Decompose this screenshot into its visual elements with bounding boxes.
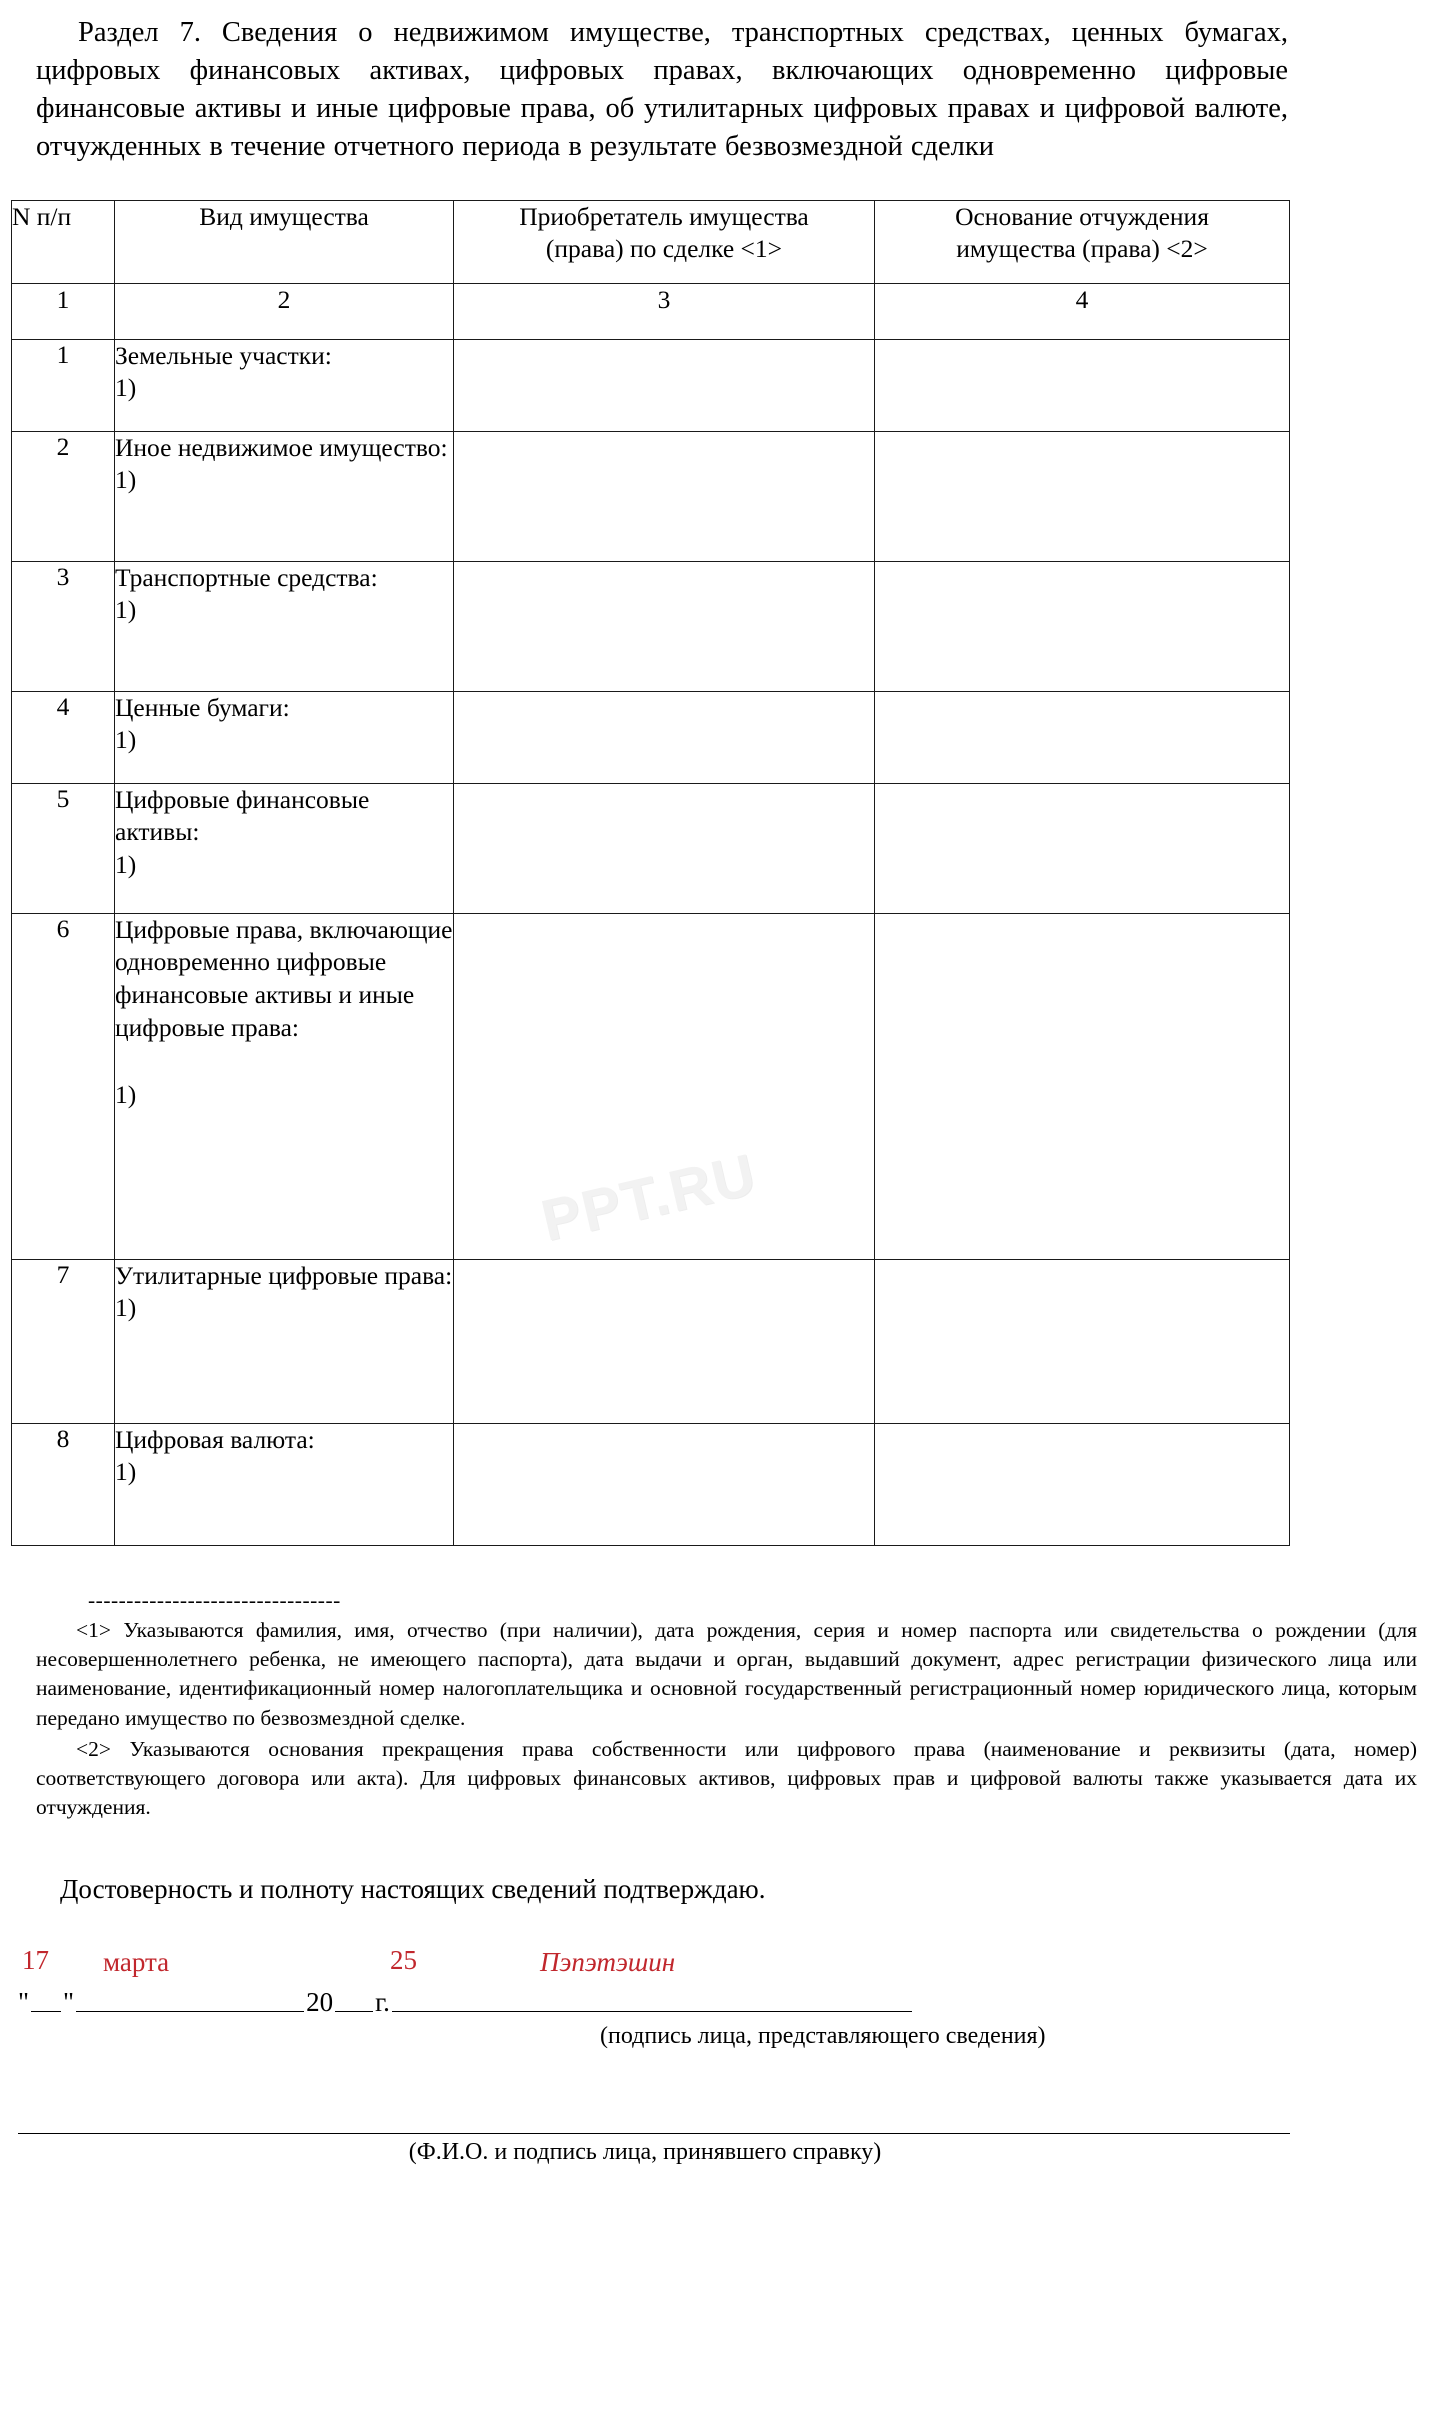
- footnote-separator: ---------------------------------: [88, 1587, 341, 1612]
- row-number: 2: [12, 431, 115, 561]
- column-number-3: 3: [454, 283, 875, 339]
- signature-blank[interactable]: [392, 2011, 912, 2012]
- row-kind-label: Земельные участки:: [115, 340, 332, 370]
- row-entry-marker: 1): [115, 725, 137, 755]
- row-basis-cell[interactable]: [875, 1423, 1290, 1545]
- row-kind-label: Цифровые права, включающие одновременно цифровые финансовые активы и иные цифровые права:: [115, 914, 453, 1043]
- row-kind: [115, 783, 454, 913]
- row-kind: [115, 431, 454, 561]
- handwritten-signature-name: Пэпэтэшин: [540, 1947, 676, 1978]
- footnotes-section: [36, 1586, 1417, 1823]
- signature-caption: (подпись лица, представляющего сведения): [600, 2023, 1046, 2050]
- row-basis-cell[interactable]: [875, 691, 1290, 783]
- column-header-acquirer-line1: Приобретатель имущества: [519, 201, 809, 231]
- row-basis-cell[interactable]: [875, 431, 1290, 561]
- column-header-acquirer: [454, 200, 875, 283]
- table-row: [12, 561, 1290, 691]
- row-number: 6: [12, 913, 115, 1259]
- confirmation-statement: Достоверность и полноту настоящих сведений подтверждаю.: [60, 1874, 766, 1905]
- watermark: PPT.RU: [535, 1141, 763, 1254]
- row-basis-cell[interactable]: [875, 561, 1290, 691]
- column-header-basis-line2: имущества (права) <2>: [956, 234, 1208, 264]
- row-basis-cell[interactable]: [875, 783, 1290, 913]
- column-number-2: 2: [115, 283, 454, 339]
- row-kind: [115, 339, 454, 431]
- table-row: [12, 339, 1290, 431]
- column-header-kind: Вид имущества: [115, 200, 454, 283]
- row-kind-label: Утилитарные цифровые права:: [115, 1260, 453, 1290]
- table-row: [12, 691, 1290, 783]
- month-blank[interactable]: [76, 2011, 304, 2012]
- row-entry-marker: 1): [115, 1457, 137, 1487]
- row-acquirer-cell[interactable]: [454, 431, 875, 561]
- year-blank[interactable]: [335, 2011, 373, 2012]
- table-body: [12, 339, 1290, 1545]
- table-header: [12, 200, 1290, 339]
- row-number: 4: [12, 691, 115, 783]
- column-number-1: 1: [12, 283, 115, 339]
- footnote-1: <1> Указываются фамилия, имя, отчество (при наличии), дата рождения, серия и номер паспорта или свидетельства о рождении (для несовершеннолетнего ребенка, не имеющего паспорта), дата выдачи и орган, выдавший документ, адрес регистрации физического лица или наименование, идентификационный номер налогоплательщика и основной государственный регистрационный номер юридического лица, которым передано имущество по безвозмездной сделке.: [36, 1617, 1417, 1730]
- row-kind-label: Ценные бумаги:: [115, 692, 290, 722]
- row-number: 3: [12, 561, 115, 691]
- column-header-number: N п/п: [12, 200, 115, 283]
- table-header-row: [12, 200, 1290, 283]
- row-basis-cell[interactable]: [875, 913, 1290, 1259]
- row-kind: [115, 913, 454, 1259]
- table-row: [12, 1423, 1290, 1545]
- table-row: [12, 913, 1290, 1259]
- year-prefix: 20: [306, 1987, 334, 2018]
- row-number: 8: [12, 1423, 115, 1545]
- row-basis-cell[interactable]: [875, 339, 1290, 431]
- row-kind-label: Транспортные средства:: [115, 562, 378, 592]
- signature-block: [0, 1945, 1453, 2095]
- date-signature-line: [18, 1987, 914, 2018]
- row-number: 5: [12, 783, 115, 913]
- handwritten-year: 25: [390, 1945, 417, 1976]
- row-number: 1: [12, 339, 115, 431]
- column-header-basis: [875, 200, 1290, 283]
- row-acquirer-cell[interactable]: [454, 913, 875, 1259]
- row-acquirer-cell[interactable]: [454, 339, 875, 431]
- row-spacer: [115, 1045, 453, 1079]
- row-acquirer-cell[interactable]: [454, 691, 875, 783]
- row-kind: [115, 1259, 454, 1423]
- footnote-2: <2> Указываются основания прекращения права собственности или цифрового права (наименование и реквизиты (дата, номер) соответствующего договора или акта). Для цифровых финансовых активов, цифровых прав и цифровой валюты также указывается дата их отчуждения.: [36, 1736, 1417, 1820]
- table-row: [12, 431, 1290, 561]
- row-basis-cell[interactable]: [875, 1259, 1290, 1423]
- year-suffix: г.: [375, 1987, 390, 2018]
- row-entry-marker: 1): [115, 373, 137, 403]
- column-number-row: [12, 283, 1290, 339]
- row-kind-label: Иное недвижимое имущество:: [115, 432, 448, 462]
- row-kind-label: Цифровая валюта:: [115, 1424, 315, 1454]
- row-acquirer-cell[interactable]: [454, 561, 875, 691]
- row-acquirer-cell[interactable]: [454, 783, 875, 913]
- acceptance-blank[interactable]: [18, 2133, 1290, 2134]
- property-alienation-table: [11, 200, 1290, 1546]
- acceptance-block: [0, 2123, 1453, 2213]
- handwritten-day: 17: [22, 1945, 49, 1976]
- row-kind: [115, 1423, 454, 1545]
- row-entry-marker: 1): [115, 1293, 137, 1323]
- table-row: [12, 783, 1290, 913]
- quote-close: ": [63, 1987, 75, 2018]
- row-kind: [115, 691, 454, 783]
- row-number: 7: [12, 1259, 115, 1423]
- row-entry-marker: 1): [115, 1080, 137, 1110]
- acceptance-caption: (Ф.И.О. и подпись лица, принявшего справку): [408, 2139, 882, 2166]
- row-acquirer-cell[interactable]: [454, 1259, 875, 1423]
- column-header-acquirer-line2: (права) по сделке <1>: [545, 234, 783, 264]
- column-header-basis-line1: Основание отчуждения: [955, 201, 1209, 231]
- day-blank[interactable]: [31, 2011, 61, 2012]
- document-page: [0, 14, 1453, 2213]
- row-kind-label: Цифровые финансовые активы:: [115, 784, 370, 847]
- handwritten-month: марта: [103, 1947, 170, 1978]
- row-acquirer-cell[interactable]: [454, 1423, 875, 1545]
- row-entry-marker: 1): [115, 465, 137, 495]
- table-row: [12, 1259, 1290, 1423]
- row-kind: [115, 561, 454, 691]
- quote-open: ": [18, 1987, 30, 2018]
- page-title: Раздел 7. Сведения о недвижимом имуществе, транспортных средствах, ценных бумагах, цифровых финансовых активах, цифровых правах, включающих одновременно цифровые финансовые активы и иные цифровые права, об утилитарных цифровых правах и цифровой валюте, отчужденных в течение отчетного периода в результате безвозмездной сделки: [36, 17, 1288, 162]
- column-number-4: 4: [875, 283, 1290, 339]
- row-entry-marker: 1): [115, 595, 137, 625]
- row-entry-marker: 1): [115, 850, 137, 880]
